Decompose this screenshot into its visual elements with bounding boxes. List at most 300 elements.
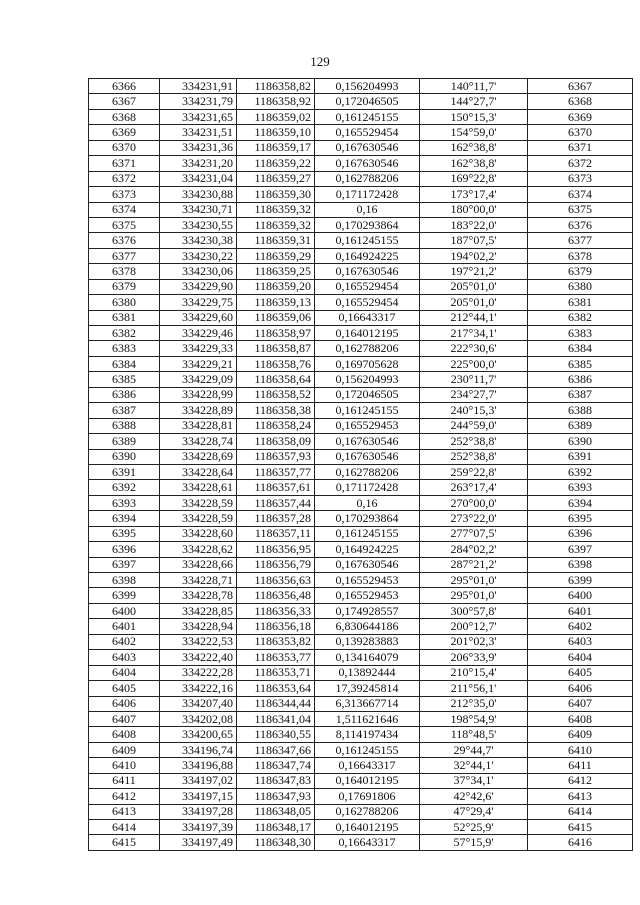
y-coordinate-cell: 1186358,76 — [237, 356, 315, 371]
table-row — [89, 711, 633, 726]
next-point-cell: 6386 — [528, 372, 633, 387]
direction-angle-cell: 273°22,0' — [420, 511, 528, 526]
direction-angle-cell: 230°11,7' — [420, 372, 528, 387]
direction-angle-cell: 234°27,7' — [420, 387, 528, 402]
y-coordinate-cell: 1186357,44 — [237, 495, 315, 510]
direction-angle-cell: 252°38,8' — [420, 449, 528, 464]
next-point-cell: 6374 — [528, 187, 633, 202]
x-coordinate-cell: 334228,81 — [160, 418, 237, 433]
point-number-cell: 6415 — [89, 835, 160, 850]
distance-cell: 0,170293864 — [315, 217, 420, 232]
next-point-cell: 6376 — [528, 217, 633, 232]
x-coordinate-cell: 334230,88 — [160, 187, 237, 202]
table-body — [89, 79, 633, 851]
point-number-cell: 6393 — [89, 495, 160, 510]
x-coordinate-cell: 334196,88 — [160, 758, 237, 773]
direction-angle-cell: 42°42,6' — [420, 789, 528, 804]
y-coordinate-cell: 1186356,79 — [237, 557, 315, 572]
table-row — [89, 233, 633, 248]
table-row — [89, 804, 633, 819]
next-point-cell: 6395 — [528, 511, 633, 526]
table-row — [89, 279, 633, 294]
table-row — [89, 94, 633, 109]
next-point-cell: 6397 — [528, 542, 633, 557]
table-row — [89, 650, 633, 665]
distance-cell: 0,167630546 — [315, 449, 420, 464]
y-coordinate-cell: 1186357,77 — [237, 464, 315, 479]
point-number-cell: 6407 — [89, 711, 160, 726]
x-coordinate-cell: 334230,22 — [160, 248, 237, 263]
next-point-cell: 6416 — [528, 835, 633, 850]
point-number-cell: 6392 — [89, 480, 160, 495]
table-row — [89, 387, 633, 402]
y-coordinate-cell: 1186356,48 — [237, 588, 315, 603]
distance-cell: 0,165529453 — [315, 418, 420, 433]
y-coordinate-cell: 1186359,32 — [237, 202, 315, 217]
table-row — [89, 79, 633, 94]
y-coordinate-cell: 1186359,17 — [237, 140, 315, 155]
direction-angle-cell: 300°57,8' — [420, 603, 528, 618]
distance-cell: 0,167630546 — [315, 557, 420, 572]
direction-angle-cell: 200°12,7' — [420, 619, 528, 634]
x-coordinate-cell: 334230,55 — [160, 217, 237, 232]
point-number-cell: 6385 — [89, 372, 160, 387]
table-row — [89, 681, 633, 696]
direction-angle-cell: 210°15,4' — [420, 665, 528, 680]
y-coordinate-cell: 1186353,77 — [237, 650, 315, 665]
y-coordinate-cell: 1186358,52 — [237, 387, 315, 402]
distance-cell: 0,165529453 — [315, 588, 420, 603]
point-number-cell: 6403 — [89, 650, 160, 665]
x-coordinate-cell: 334231,20 — [160, 156, 237, 171]
y-coordinate-cell: 1186359,22 — [237, 156, 315, 171]
next-point-cell: 6404 — [528, 650, 633, 665]
table-row — [89, 434, 633, 449]
table-row — [89, 264, 633, 279]
x-coordinate-cell: 334200,65 — [160, 727, 237, 742]
direction-angle-cell: 183°22,0' — [420, 217, 528, 232]
table-row — [89, 248, 633, 263]
next-point-cell: 6392 — [528, 464, 633, 479]
direction-angle-cell: 52°25,9' — [420, 820, 528, 835]
distance-cell: 0,169705628 — [315, 356, 420, 371]
y-coordinate-cell: 1186359,25 — [237, 264, 315, 279]
point-number-cell: 6394 — [89, 511, 160, 526]
x-coordinate-cell: 334197,49 — [160, 835, 237, 850]
point-number-cell: 6400 — [89, 603, 160, 618]
point-number-cell: 6398 — [89, 573, 160, 588]
distance-cell: 0,16 — [315, 202, 420, 217]
point-number-cell: 6386 — [89, 387, 160, 402]
table-row — [89, 480, 633, 495]
direction-angle-cell: 270°00,0' — [420, 495, 528, 510]
direction-angle-cell: 173°17,4' — [420, 187, 528, 202]
x-coordinate-cell: 334222,28 — [160, 665, 237, 680]
y-coordinate-cell: 1186340,55 — [237, 727, 315, 742]
distance-cell: 0,165529454 — [315, 279, 420, 294]
table-row — [89, 588, 633, 603]
direction-angle-cell: 284°02,2' — [420, 542, 528, 557]
x-coordinate-cell: 334231,04 — [160, 171, 237, 186]
table-row — [89, 727, 633, 742]
next-point-cell: 6377 — [528, 233, 633, 248]
table-row — [89, 511, 633, 526]
x-coordinate-cell: 334202,08 — [160, 711, 237, 726]
y-coordinate-cell: 1186358,82 — [237, 79, 315, 94]
point-number-cell: 6391 — [89, 464, 160, 479]
x-coordinate-cell: 334207,40 — [160, 696, 237, 711]
distance-cell: 0,162788206 — [315, 464, 420, 479]
distance-cell: 0,164012195 — [315, 773, 420, 788]
point-number-cell: 6404 — [89, 665, 160, 680]
point-number-cell: 6368 — [89, 109, 160, 124]
next-point-cell: 6396 — [528, 526, 633, 541]
y-coordinate-cell: 1186348,30 — [237, 835, 315, 850]
point-number-cell: 6373 — [89, 187, 160, 202]
x-coordinate-cell: 334231,36 — [160, 140, 237, 155]
direction-angle-cell: 57°15,9' — [420, 835, 528, 850]
next-point-cell: 6394 — [528, 495, 633, 510]
y-coordinate-cell: 1186353,82 — [237, 634, 315, 649]
table-row — [89, 696, 633, 711]
distance-cell: 0,156204993 — [315, 79, 420, 94]
next-point-cell: 6390 — [528, 434, 633, 449]
distance-cell: 1,511621646 — [315, 711, 420, 726]
distance-cell: 0,170293864 — [315, 511, 420, 526]
x-coordinate-cell: 334228,78 — [160, 588, 237, 603]
distance-cell: 6,830644186 — [315, 619, 420, 634]
distance-cell: 0,167630546 — [315, 264, 420, 279]
table-row — [89, 372, 633, 387]
next-point-cell: 6389 — [528, 418, 633, 433]
table-row — [89, 789, 633, 804]
y-coordinate-cell: 1186359,29 — [237, 248, 315, 263]
next-point-cell: 6370 — [528, 125, 633, 140]
next-point-cell: 6367 — [528, 79, 633, 94]
point-number-cell: 6413 — [89, 804, 160, 819]
x-coordinate-cell: 334231,91 — [160, 79, 237, 94]
x-coordinate-cell: 334228,59 — [160, 511, 237, 526]
next-point-cell: 6405 — [528, 665, 633, 680]
x-coordinate-cell: 334197,39 — [160, 820, 237, 835]
page-number: 129 — [310, 54, 330, 69]
distance-cell: 0,171172428 — [315, 187, 420, 202]
x-coordinate-cell: 334228,74 — [160, 434, 237, 449]
distance-cell: 0,162788206 — [315, 171, 420, 186]
x-coordinate-cell: 334197,02 — [160, 773, 237, 788]
distance-cell: 0,162788206 — [315, 804, 420, 819]
distance-cell: 0,156204993 — [315, 372, 420, 387]
next-point-cell: 6368 — [528, 94, 633, 109]
distance-cell: 0,134164079 — [315, 650, 420, 665]
distance-cell: 8,114197434 — [315, 727, 420, 742]
next-point-cell: 6401 — [528, 603, 633, 618]
point-number-cell: 6399 — [89, 588, 160, 603]
direction-angle-cell: 169°22,8' — [420, 171, 528, 186]
next-point-cell: 6372 — [528, 156, 633, 171]
y-coordinate-cell: 1186347,83 — [237, 773, 315, 788]
point-number-cell: 6397 — [89, 557, 160, 572]
direction-angle-cell: 187°07,5' — [420, 233, 528, 248]
point-number-cell: 6369 — [89, 125, 160, 140]
table-row — [89, 634, 633, 649]
point-number-cell: 6402 — [89, 634, 160, 649]
next-point-cell: 6371 — [528, 140, 633, 155]
table-row — [89, 665, 633, 680]
distance-cell: 0,16643317 — [315, 758, 420, 773]
table-row — [89, 187, 633, 202]
point-number-cell: 6377 — [89, 248, 160, 263]
direction-angle-cell: 140°11,7' — [420, 79, 528, 94]
direction-angle-cell: 32°44,1' — [420, 758, 528, 773]
table-row — [89, 140, 633, 155]
direction-angle-cell: 287°21,2' — [420, 557, 528, 572]
point-number-cell: 6406 — [89, 696, 160, 711]
y-coordinate-cell: 1186353,71 — [237, 665, 315, 680]
next-point-cell: 6393 — [528, 480, 633, 495]
x-coordinate-cell: 334222,16 — [160, 681, 237, 696]
table-row — [89, 619, 633, 634]
table-row — [89, 573, 633, 588]
table-row — [89, 326, 633, 341]
y-coordinate-cell: 1186357,28 — [237, 511, 315, 526]
x-coordinate-cell: 334228,66 — [160, 557, 237, 572]
next-point-cell: 6383 — [528, 326, 633, 341]
distance-cell: 0,164924225 — [315, 542, 420, 557]
y-coordinate-cell: 1186358,24 — [237, 418, 315, 433]
distance-cell: 0,162788206 — [315, 341, 420, 356]
direction-angle-cell: 206°33,9' — [420, 650, 528, 665]
y-coordinate-cell: 1186356,63 — [237, 573, 315, 588]
direction-angle-cell: 154°59,0' — [420, 125, 528, 140]
x-coordinate-cell: 334231,51 — [160, 125, 237, 140]
distance-cell: 0,139283883 — [315, 634, 420, 649]
x-coordinate-cell: 334229,09 — [160, 372, 237, 387]
distance-cell: 0,164924225 — [315, 248, 420, 263]
point-number-cell: 6372 — [89, 171, 160, 186]
direction-angle-cell: 205°01,0' — [420, 295, 528, 310]
point-number-cell: 6381 — [89, 310, 160, 325]
y-coordinate-cell: 1186359,13 — [237, 295, 315, 310]
next-point-cell: 6378 — [528, 248, 633, 263]
table-row — [89, 835, 633, 850]
point-number-cell: 6383 — [89, 341, 160, 356]
table-row — [89, 742, 633, 757]
point-number-cell: 6380 — [89, 295, 160, 310]
next-point-cell: 6403 — [528, 634, 633, 649]
direction-angle-cell: 240°15,3' — [420, 403, 528, 418]
y-coordinate-cell: 1186359,20 — [237, 279, 315, 294]
y-coordinate-cell: 1186353,64 — [237, 681, 315, 696]
x-coordinate-cell: 334230,06 — [160, 264, 237, 279]
y-coordinate-cell: 1186344,44 — [237, 696, 315, 711]
distance-cell: 0,161245155 — [315, 403, 420, 418]
direction-angle-cell: 47°29,4' — [420, 804, 528, 819]
direction-angle-cell: 212°35,0' — [420, 696, 528, 711]
distance-cell: 0,164012195 — [315, 820, 420, 835]
next-point-cell: 6398 — [528, 557, 633, 572]
point-number-cell: 6367 — [89, 94, 160, 109]
y-coordinate-cell: 1186348,05 — [237, 804, 315, 819]
next-point-cell: 6408 — [528, 711, 633, 726]
y-coordinate-cell: 1186358,38 — [237, 403, 315, 418]
table-row — [89, 341, 633, 356]
point-number-cell: 6370 — [89, 140, 160, 155]
y-coordinate-cell: 1186358,09 — [237, 434, 315, 449]
y-coordinate-cell: 1186359,06 — [237, 310, 315, 325]
direction-angle-cell: 211°56,1' — [420, 681, 528, 696]
x-coordinate-cell: 334222,53 — [160, 634, 237, 649]
direction-angle-cell: 118°48,5' — [420, 727, 528, 742]
distance-cell: 0,16643317 — [315, 835, 420, 850]
x-coordinate-cell: 334229,46 — [160, 326, 237, 341]
x-coordinate-cell: 334222,40 — [160, 650, 237, 665]
x-coordinate-cell: 334228,94 — [160, 619, 237, 634]
x-coordinate-cell: 334228,69 — [160, 449, 237, 464]
x-coordinate-cell: 334196,74 — [160, 742, 237, 757]
point-number-cell: 6409 — [89, 742, 160, 757]
distance-cell: 0,172046505 — [315, 387, 420, 402]
direction-angle-cell: 194°02,2' — [420, 248, 528, 263]
direction-angle-cell: 244°59,0' — [420, 418, 528, 433]
distance-cell: 0,16643317 — [315, 310, 420, 325]
distance-cell: 0,165529453 — [315, 573, 420, 588]
next-point-cell: 6413 — [528, 789, 633, 804]
table-row — [89, 542, 633, 557]
next-point-cell: 6411 — [528, 758, 633, 773]
point-number-cell: 6396 — [89, 542, 160, 557]
next-point-cell: 6380 — [528, 279, 633, 294]
direction-angle-cell: 162°38,8' — [420, 140, 528, 155]
y-coordinate-cell: 1186358,87 — [237, 341, 315, 356]
point-number-cell: 6384 — [89, 356, 160, 371]
next-point-cell: 6385 — [528, 356, 633, 371]
point-number-cell: 6410 — [89, 758, 160, 773]
table-row — [89, 557, 633, 572]
next-point-cell: 6373 — [528, 171, 633, 186]
next-point-cell: 6369 — [528, 109, 633, 124]
distance-cell: 0,164012195 — [315, 326, 420, 341]
table-row — [89, 403, 633, 418]
distance-cell: 0,161245155 — [315, 233, 420, 248]
table-row — [89, 217, 633, 232]
next-point-cell: 6402 — [528, 619, 633, 634]
next-point-cell: 6412 — [528, 773, 633, 788]
direction-angle-cell: 252°38,8' — [420, 434, 528, 449]
table-row — [89, 295, 633, 310]
y-coordinate-cell: 1186356,18 — [237, 619, 315, 634]
y-coordinate-cell: 1186347,66 — [237, 742, 315, 757]
x-coordinate-cell: 334229,33 — [160, 341, 237, 356]
point-number-cell: 6379 — [89, 279, 160, 294]
point-number-cell: 6375 — [89, 217, 160, 232]
direction-angle-cell: 197°21,2' — [420, 264, 528, 279]
table-row — [89, 356, 633, 371]
direction-angle-cell: 259°22,8' — [420, 464, 528, 479]
distance-cell: 0,172046505 — [315, 94, 420, 109]
y-coordinate-cell: 1186359,31 — [237, 233, 315, 248]
point-number-cell: 6412 — [89, 789, 160, 804]
y-coordinate-cell: 1186356,33 — [237, 603, 315, 618]
distance-cell: 17,39245814 — [315, 681, 420, 696]
table-row — [89, 109, 633, 124]
distance-cell: 0,161245155 — [315, 526, 420, 541]
y-coordinate-cell: 1186359,30 — [237, 187, 315, 202]
direction-angle-cell: 198°54,9' — [420, 711, 528, 726]
y-coordinate-cell: 1186359,02 — [237, 109, 315, 124]
next-point-cell: 6399 — [528, 573, 633, 588]
direction-angle-cell: 150°15,3' — [420, 109, 528, 124]
next-point-cell: 6400 — [528, 588, 633, 603]
table-row — [89, 310, 633, 325]
direction-angle-cell: 295°01,0' — [420, 573, 528, 588]
distance-cell: 0,165529454 — [315, 125, 420, 140]
y-coordinate-cell: 1186357,93 — [237, 449, 315, 464]
direction-angle-cell: 201°02,3' — [420, 634, 528, 649]
next-point-cell: 6387 — [528, 387, 633, 402]
next-point-cell: 6384 — [528, 341, 633, 356]
next-point-cell: 6407 — [528, 696, 633, 711]
direction-angle-cell: 205°01,0' — [420, 279, 528, 294]
distance-cell: 0,167630546 — [315, 140, 420, 155]
next-point-cell: 6391 — [528, 449, 633, 464]
table-row — [89, 820, 633, 835]
table-row — [89, 758, 633, 773]
point-number-cell: 6371 — [89, 156, 160, 171]
table-row — [89, 526, 633, 541]
direction-angle-cell: 180°00,0' — [420, 202, 528, 217]
table-row — [89, 125, 633, 140]
point-number-cell: 6388 — [89, 418, 160, 433]
direction-angle-cell: 263°17,4' — [420, 480, 528, 495]
x-coordinate-cell: 334228,99 — [160, 387, 237, 402]
y-coordinate-cell: 1186347,74 — [237, 758, 315, 773]
x-coordinate-cell: 334228,60 — [160, 526, 237, 541]
table-row — [89, 773, 633, 788]
y-coordinate-cell: 1186358,64 — [237, 372, 315, 387]
x-coordinate-cell: 334229,90 — [160, 279, 237, 294]
direction-angle-cell: 212°44,1' — [420, 310, 528, 325]
next-point-cell: 6415 — [528, 820, 633, 835]
point-number-cell: 6378 — [89, 264, 160, 279]
y-coordinate-cell: 1186357,11 — [237, 526, 315, 541]
point-number-cell: 6374 — [89, 202, 160, 217]
y-coordinate-cell: 1186357,61 — [237, 480, 315, 495]
x-coordinate-cell: 334230,38 — [160, 233, 237, 248]
point-number-cell: 6405 — [89, 681, 160, 696]
y-coordinate-cell: 1186348,17 — [237, 820, 315, 835]
y-coordinate-cell: 1186358,97 — [237, 326, 315, 341]
direction-angle-cell: 29°44,7' — [420, 742, 528, 757]
table-row — [89, 449, 633, 464]
next-point-cell: 6379 — [528, 264, 633, 279]
table-row — [89, 603, 633, 618]
distance-cell: 0,167630546 — [315, 434, 420, 449]
y-coordinate-cell: 1186341,04 — [237, 711, 315, 726]
distance-cell: 6,313667714 — [315, 696, 420, 711]
distance-cell: 0,13892444 — [315, 665, 420, 680]
distance-cell: 0,165529454 — [315, 295, 420, 310]
x-coordinate-cell: 334228,85 — [160, 603, 237, 618]
x-coordinate-cell: 334228,61 — [160, 480, 237, 495]
x-coordinate-cell: 334231,79 — [160, 94, 237, 109]
direction-angle-cell: 277°07,5' — [420, 526, 528, 541]
x-coordinate-cell: 334229,75 — [160, 295, 237, 310]
y-coordinate-cell: 1186359,27 — [237, 171, 315, 186]
distance-cell: 0,161245155 — [315, 742, 420, 757]
direction-angle-cell: 144°27,7' — [420, 94, 528, 109]
y-coordinate-cell: 1186359,10 — [237, 125, 315, 140]
